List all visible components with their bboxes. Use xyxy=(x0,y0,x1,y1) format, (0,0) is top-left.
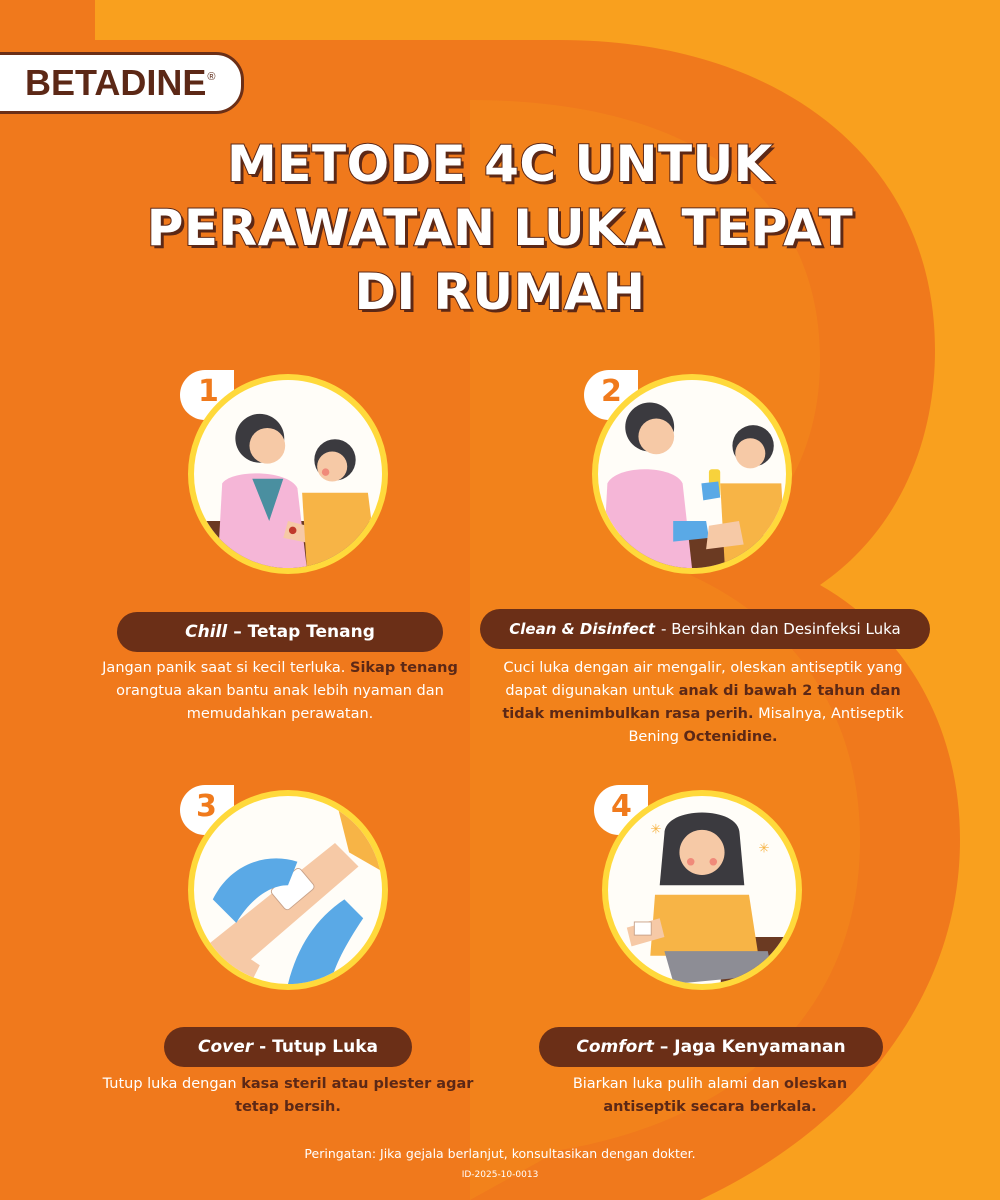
footer-warning: Peringatan: Jika gejala berlanjut, konsultasikan dengan dokter. xyxy=(304,1146,696,1161)
step-1-desc-highlight: Sikap tenang xyxy=(350,660,458,676)
title-line-1: METODE 4C UNTUK xyxy=(227,135,773,193)
step-2-desc-part: Cuci luka dengan air mengalir, oleskan antiseptik yang dapat digunakan untuk xyxy=(503,660,903,699)
title-line-3: DI RUMAH xyxy=(354,263,646,321)
step-4-label-italic: Comfort xyxy=(576,1037,654,1057)
step-2-desc-part: Misalnya, Antiseptik Bening xyxy=(628,706,904,745)
step-4-label-rest: – Jaga Kenyamanan xyxy=(659,1037,846,1057)
step-2-description xyxy=(498,657,908,749)
step-1-label xyxy=(117,612,443,652)
brand-logo-text: BETADINE xyxy=(25,62,207,103)
brand-logo xyxy=(0,52,244,114)
svg-text:✳: ✳ xyxy=(758,841,770,857)
step-3-label-italic: Cover xyxy=(198,1037,254,1057)
step-2-desc-highlight: anak di bawah 2 tahun dan tidak menimbulkan rasa perih. xyxy=(502,683,901,722)
registered-mark: ® xyxy=(207,71,216,83)
footer-code: ID-2025-10-0013 xyxy=(461,1170,539,1180)
step-3-label-rest: - Tutup Luka xyxy=(259,1037,378,1057)
step-2-number: 2 xyxy=(601,374,622,409)
step-2-desc-highlight: Octenidine. xyxy=(683,729,778,745)
title-line-2: PERAWATAN LUKA TEPAT xyxy=(146,199,854,257)
step-3-desc-highlight: kasa steril atau plester agar tetap bersih. xyxy=(235,1076,474,1115)
step-2-label-italic: Clean & Disinfect xyxy=(509,620,656,638)
step-1-number: 1 xyxy=(198,374,219,409)
svg-text:✳: ✳ xyxy=(650,822,662,838)
step-4-label xyxy=(539,1027,883,1067)
nurse-calming-child-icon xyxy=(188,374,388,574)
step-3-desc-part: Tutup luka dengan xyxy=(102,1076,242,1092)
step-2-label-rest: - Bersihkan dan Desinfeksi Luka xyxy=(661,620,901,638)
step-1-label-italic: Chill xyxy=(185,622,228,642)
step-1-desc-part: orangtua akan bantu anak lebih nyaman dan memudahkan perawatan. xyxy=(116,683,444,722)
step-4-desc-highlight: oleskan antiseptik secara berkala. xyxy=(603,1076,848,1115)
gloved-hands-bandaging-arm-icon xyxy=(188,790,388,990)
step-1-label-rest: – Tetap Tenang xyxy=(233,622,375,642)
step-4-desc-part: Biarkan luka pulih alami dan xyxy=(572,1076,785,1092)
step-2-label xyxy=(480,609,930,649)
step-1-description xyxy=(80,657,480,726)
comfortable-child-icon xyxy=(602,790,802,990)
page-title xyxy=(0,132,1000,324)
step-1-desc-part: Jangan panik saat si kecil terluka. xyxy=(102,660,350,676)
step-3-description xyxy=(100,1073,476,1119)
step-3-number: 3 xyxy=(196,789,217,824)
step-4-description xyxy=(540,1073,880,1119)
nurse-applying-antiseptic-icon xyxy=(592,374,792,574)
step-3-label xyxy=(164,1027,412,1067)
step-4-number: 4 xyxy=(611,789,632,824)
